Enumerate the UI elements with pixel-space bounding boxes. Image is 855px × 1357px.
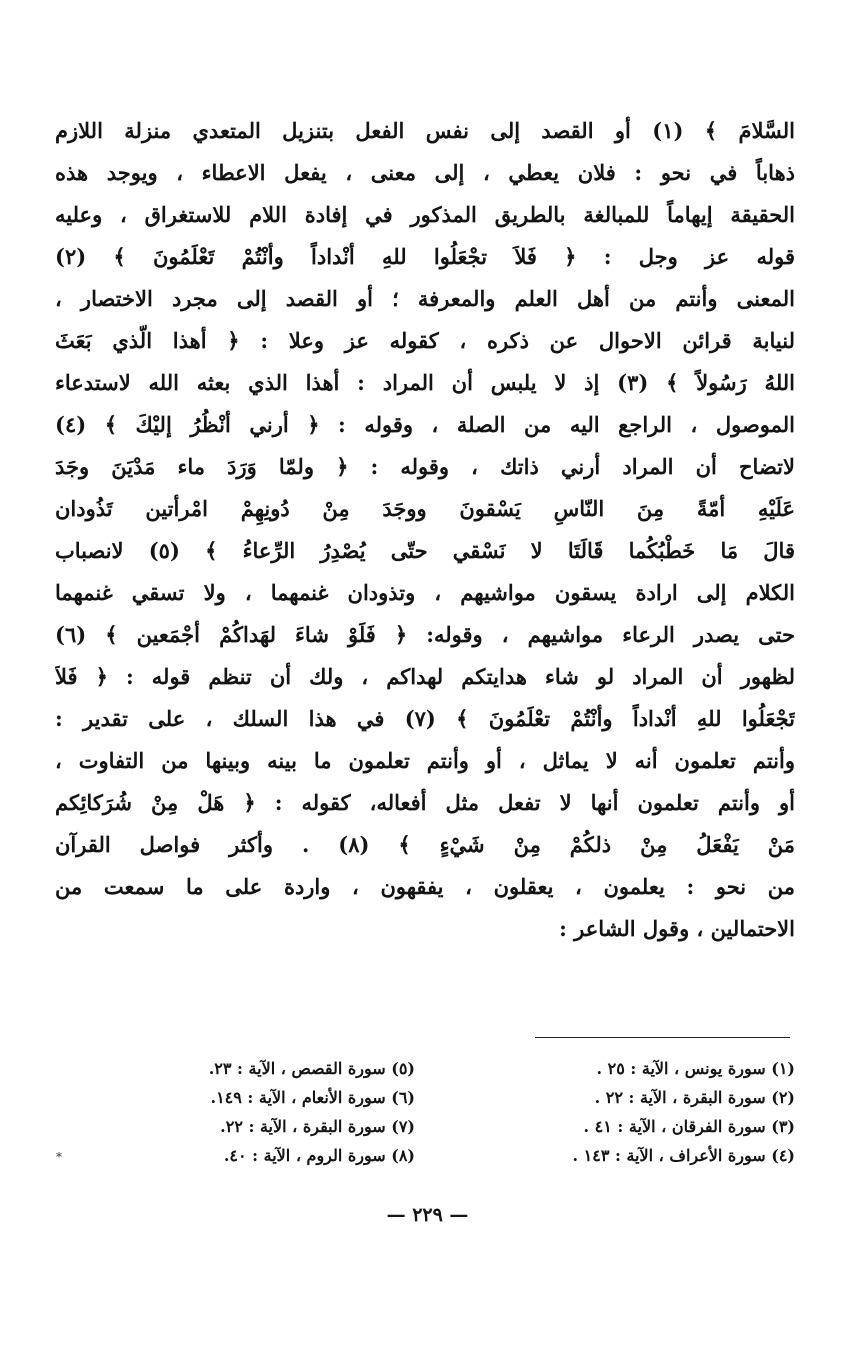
text-line: أو وأنتم تعلمون أنها لا تفعل مثل أفعاله، كقوله : ﴿ هَلْ مِنْ شُرَكائِكم xyxy=(55,790,795,815)
text-line: لنيابة قرائن الاحوال عن ذكره ، كقوله عز وعلا : ﴿ أهذا الّذي بَعَثَ xyxy=(55,328,795,353)
footnote: (٥) سورة القصص ، الآية : ٢٣. xyxy=(208,1059,415,1078)
page-number: — ٢٢٩ — xyxy=(386,1204,469,1226)
text-line: الحقيقة إيهاماً للمبالغة بالطريق المذكور في إفادة اللام للاستغراق ، وعليه xyxy=(55,202,795,227)
text-line: اللهُ رَسُولاً ﴾ (٣) إذ لا يلبس أن المراد : أهذا الذي بعثه الله لاستدعاء xyxy=(55,370,795,395)
footnotes xyxy=(95,1054,795,1170)
text-line: من نحو : يعلمون ، يعقلون ، يفقهون ، واردة على ما سمعت من xyxy=(55,874,795,899)
text-line: حتى يصدر الرعاء مواشيهم ، وقوله: ﴿ فَلَوْ شاءَ لهَداكُمْ أجْمَعين ﴾ (٦) xyxy=(55,622,795,647)
footnote-separator xyxy=(535,1037,790,1038)
footnote: (٨) سورة الروم ، الآية : ٤٠. xyxy=(223,1146,415,1165)
text-line: السَّلامَ ﴾ (١) أو القصد إلى نفس الفعل بتنزيل المتعدي منزلة اللازم xyxy=(55,118,795,143)
footnote: (٧) سورة البقرة ، الآية : ٢٢. xyxy=(220,1117,415,1136)
text-line: لظهور أن المراد لو شاء هدايتكم لهداكم ، ولك أن تنظم قوله : ﴿ فَلاَ xyxy=(55,664,795,689)
footnote: (٢) سورة البقرة ، الآية : ٢٢ . xyxy=(594,1088,795,1107)
text-line: المعنى وأنتم من أهل العلم والمعرفة ؛ أو القصد إلى مجرد الاختصار ، xyxy=(55,286,795,311)
footnote: (٣) سورة الفرقان ، الآية : ٤١ . xyxy=(583,1117,795,1136)
text-line: وأنتم تعلمون أنه لا يماثل ، أو وأنتم تعلمون ما بينه وبينها من التفاوت ، xyxy=(55,748,795,773)
text-line: قالَ مَا خَطْبُكُما قَالَتَا لا نَسْقي حتّى يُصْدِرُ الرِّعاءُ ﴾ (٥) لانصباب xyxy=(55,538,795,563)
footnote: (٦) سورة الأنعام ، الآية : ١٤٩. xyxy=(210,1088,415,1107)
footnotes-left-column xyxy=(95,1054,415,1170)
text-line: مَنْ يَفْعَلُ مِنْ ذلكُمْ مِنْ شَيْءٍ ﴾ (٨) . وأكثر فواصل القرآن xyxy=(55,832,795,857)
text-line: تَجْعَلُوا للهِ أنْداداً وأنْتُمْ تعْلَمُونَ ﴾ (٧) في هذا السلك ، على تقدير : xyxy=(55,706,795,731)
text-line: الموصول ، الراجع اليه من الصلة ، وقوله : ﴿ أرني أنْظُرُ إليْكَ ﴾ (٤) xyxy=(55,412,795,437)
footnote: (١) سورة يونس ، الآية : ٢٥ . xyxy=(596,1059,795,1078)
text-line: الكلام إلى ارادة يسقون مواشيهم ، وتذودان غنمهما ، ولا تسقي غنمهما xyxy=(55,580,795,605)
text-line: ذهاباً في نحو : فلان يعطي ، إلى معنى ، يفعل الاعطاء ، ويوجد هذه xyxy=(55,160,795,185)
footnote: (٤) سورة الأعراف ، الآية : ١٤٣ . xyxy=(572,1146,795,1165)
main-text xyxy=(55,110,795,950)
text-line: لاتضاح أن المراد أرني ذاتك ، وقوله : ﴿ ولمّا وَرَدَ ماء مَدْيَنَ وجَدَ xyxy=(55,454,795,479)
text-line: عَلَيْهِ أمّةً مِنَ النّاسِ يَسْقونَ ووجَدَ مِنْ دُونِهِمْ امْرأتين تَذُودان xyxy=(55,496,795,521)
footnotes-right-column xyxy=(475,1054,795,1170)
text-line: الاحتمالين ، وقول الشاعر : xyxy=(559,916,795,941)
text-line: قوله عز وجل : ﴿ فَلاَ تجْعَلُوا للهِ أنْداداً وأنْتُمْ تَعْلَمُونَ ﴾ (٢) xyxy=(55,244,795,269)
print-speck: * xyxy=(56,1150,62,1164)
